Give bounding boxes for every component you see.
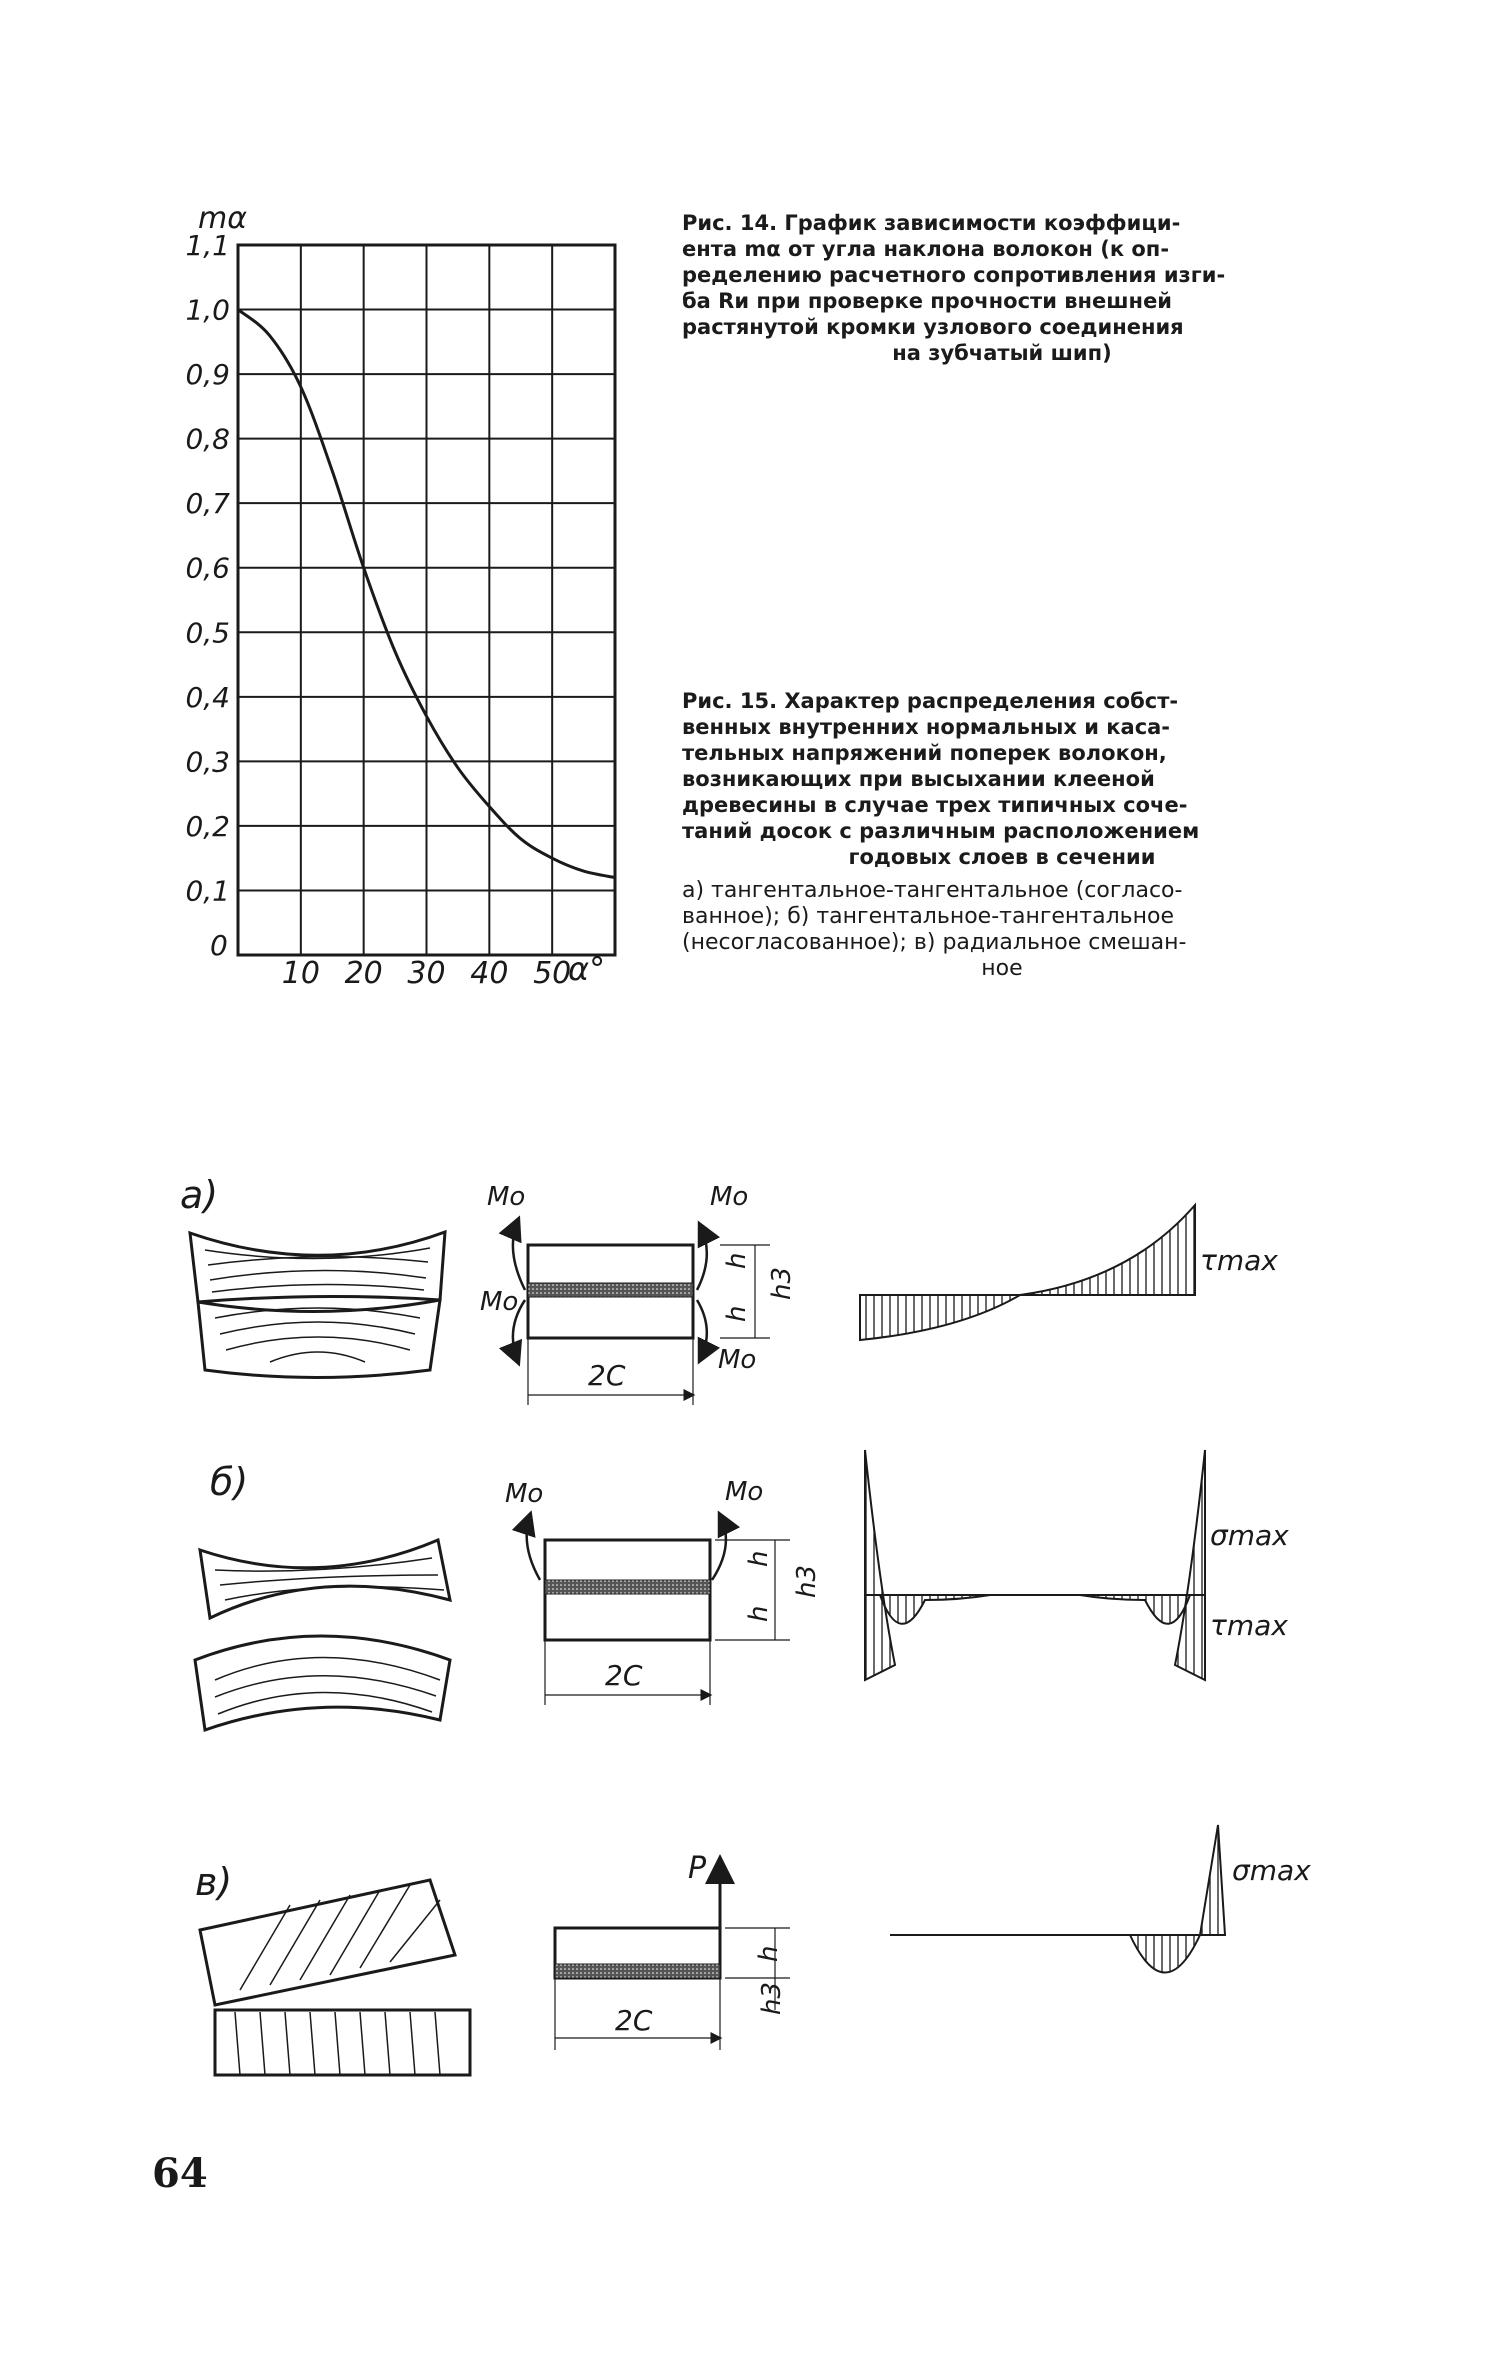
y-tick-label: 0,3 xyxy=(185,745,230,779)
fig14-chart xyxy=(170,200,650,1000)
moment-label: Mo xyxy=(487,1182,526,1212)
stress-label-tau: τmax xyxy=(1210,1609,1288,1642)
dim-h: h xyxy=(722,1252,752,1269)
chart-grid xyxy=(238,245,615,955)
caption-line: годовых слоев в сечении xyxy=(848,845,1156,869)
panel-a-boards xyxy=(190,1232,445,1378)
stress-label-sigma: σmax xyxy=(1232,1854,1311,1887)
y-tick-label: 0,9 xyxy=(185,358,230,392)
stress-label-sigma: σmax xyxy=(1210,1519,1289,1552)
force-label: P xyxy=(688,1851,707,1886)
panel-b-boards xyxy=(195,1540,450,1730)
panel-a-section xyxy=(480,1182,797,1405)
chart-ylabel: mα xyxy=(198,201,247,236)
caption-line: ба Rи при проверке прочности внешней xyxy=(682,289,1173,313)
y-tick-label: 0,6 xyxy=(185,551,230,585)
dim-h3: h3 xyxy=(767,1266,797,1300)
x-tick-label: 10 xyxy=(281,956,320,991)
x-tick-label: 30 xyxy=(407,956,446,991)
dim-h: h xyxy=(722,1305,752,1322)
dim-width: 2C xyxy=(588,1359,626,1392)
chart-xlabel: α° xyxy=(568,950,606,988)
legend-line: а) тангентальное-тангентальное (согласо- xyxy=(682,878,1183,903)
moment-label: Mo xyxy=(505,1479,544,1509)
panel-c xyxy=(195,1825,1311,2075)
moment-label: Mo xyxy=(725,1477,764,1507)
caption-line: венных внутренних нормальных и каса- xyxy=(682,715,1171,739)
fig14-caption xyxy=(682,210,1322,366)
stress-label-tau: τmax xyxy=(1200,1244,1278,1277)
legend-line: ванное); б) тангентальное-тангентальное xyxy=(682,904,1175,929)
y-tick-label: 0,5 xyxy=(185,616,230,650)
caption-line: ределению расчетного сопротивления изги- xyxy=(682,263,1226,287)
panel-b-section xyxy=(505,1477,822,1705)
caption-line: древесины в случае трех типичных соче- xyxy=(682,793,1188,817)
y-tick-label: 1,1 xyxy=(185,229,230,262)
panel-b-letter: б) xyxy=(210,1460,249,1504)
y-tick-label: 0,4 xyxy=(185,680,230,714)
fig15-caption xyxy=(682,688,1322,982)
moment-label: Mo xyxy=(718,1345,757,1375)
dim-h: h xyxy=(744,1550,774,1567)
panel-c-boards xyxy=(200,1880,470,2075)
y-tick-label: 0,8 xyxy=(185,422,230,456)
caption-line: Рис. 14. График зависимости коэффици- xyxy=(682,211,1181,235)
y-tick-label: 0,1 xyxy=(185,874,230,908)
fig15-diagrams xyxy=(0,1140,1501,2160)
dim-width: 2C xyxy=(615,2004,653,2037)
chart-origin-label: 0 xyxy=(210,929,228,962)
y-tick-label: 0,7 xyxy=(185,487,230,521)
x-tick-label: 50 xyxy=(533,956,572,991)
caption-line: растянутой кромки узлового соединения xyxy=(682,315,1184,339)
panel-c-letter: в) xyxy=(195,1860,233,1904)
dim-h: h xyxy=(754,1945,784,1962)
dim-h3: h3 xyxy=(792,1564,822,1598)
caption-line: ента mα от угла наклона волокон (к оп- xyxy=(682,237,1170,261)
panel-c-section xyxy=(555,1851,790,2050)
panel-b xyxy=(195,1450,1289,1730)
panel-c-stress-diagram xyxy=(890,1825,1311,1973)
dim-width: 2C xyxy=(605,1659,643,1692)
legend-line: ное xyxy=(981,956,1023,981)
caption-line: возникающих при высыхании клееной xyxy=(682,767,1155,791)
page-number: 64 xyxy=(152,2150,208,2197)
fig15-legend xyxy=(682,878,1322,982)
dim-h: h xyxy=(744,1605,774,1622)
x-tick-label: 40 xyxy=(470,956,509,991)
caption-line: тельных напряжений поперек волокон, xyxy=(682,741,1167,765)
panel-b-stress-diagram xyxy=(865,1450,1289,1680)
y-tick-label: 1,0 xyxy=(185,293,230,327)
caption-line: таний досок с различным расположением xyxy=(682,819,1200,843)
caption-line: на зубчатый шип) xyxy=(892,341,1112,365)
dim-h3: h3 xyxy=(757,1981,787,2015)
y-tick-label: 0,2 xyxy=(185,809,230,843)
moment-label: Mo xyxy=(480,1287,519,1317)
caption-line: Рис. 15. Характер распределения собст- xyxy=(682,689,1179,713)
panel-a-stress-diagram xyxy=(860,1205,1278,1340)
panel-a-letter: а) xyxy=(180,1173,219,1217)
legend-line: (несогласованное); в) радиальное смешан- xyxy=(682,930,1187,955)
panel-a xyxy=(180,1173,1278,1405)
moment-label: Mo xyxy=(710,1182,749,1212)
x-tick-label: 20 xyxy=(344,956,383,991)
